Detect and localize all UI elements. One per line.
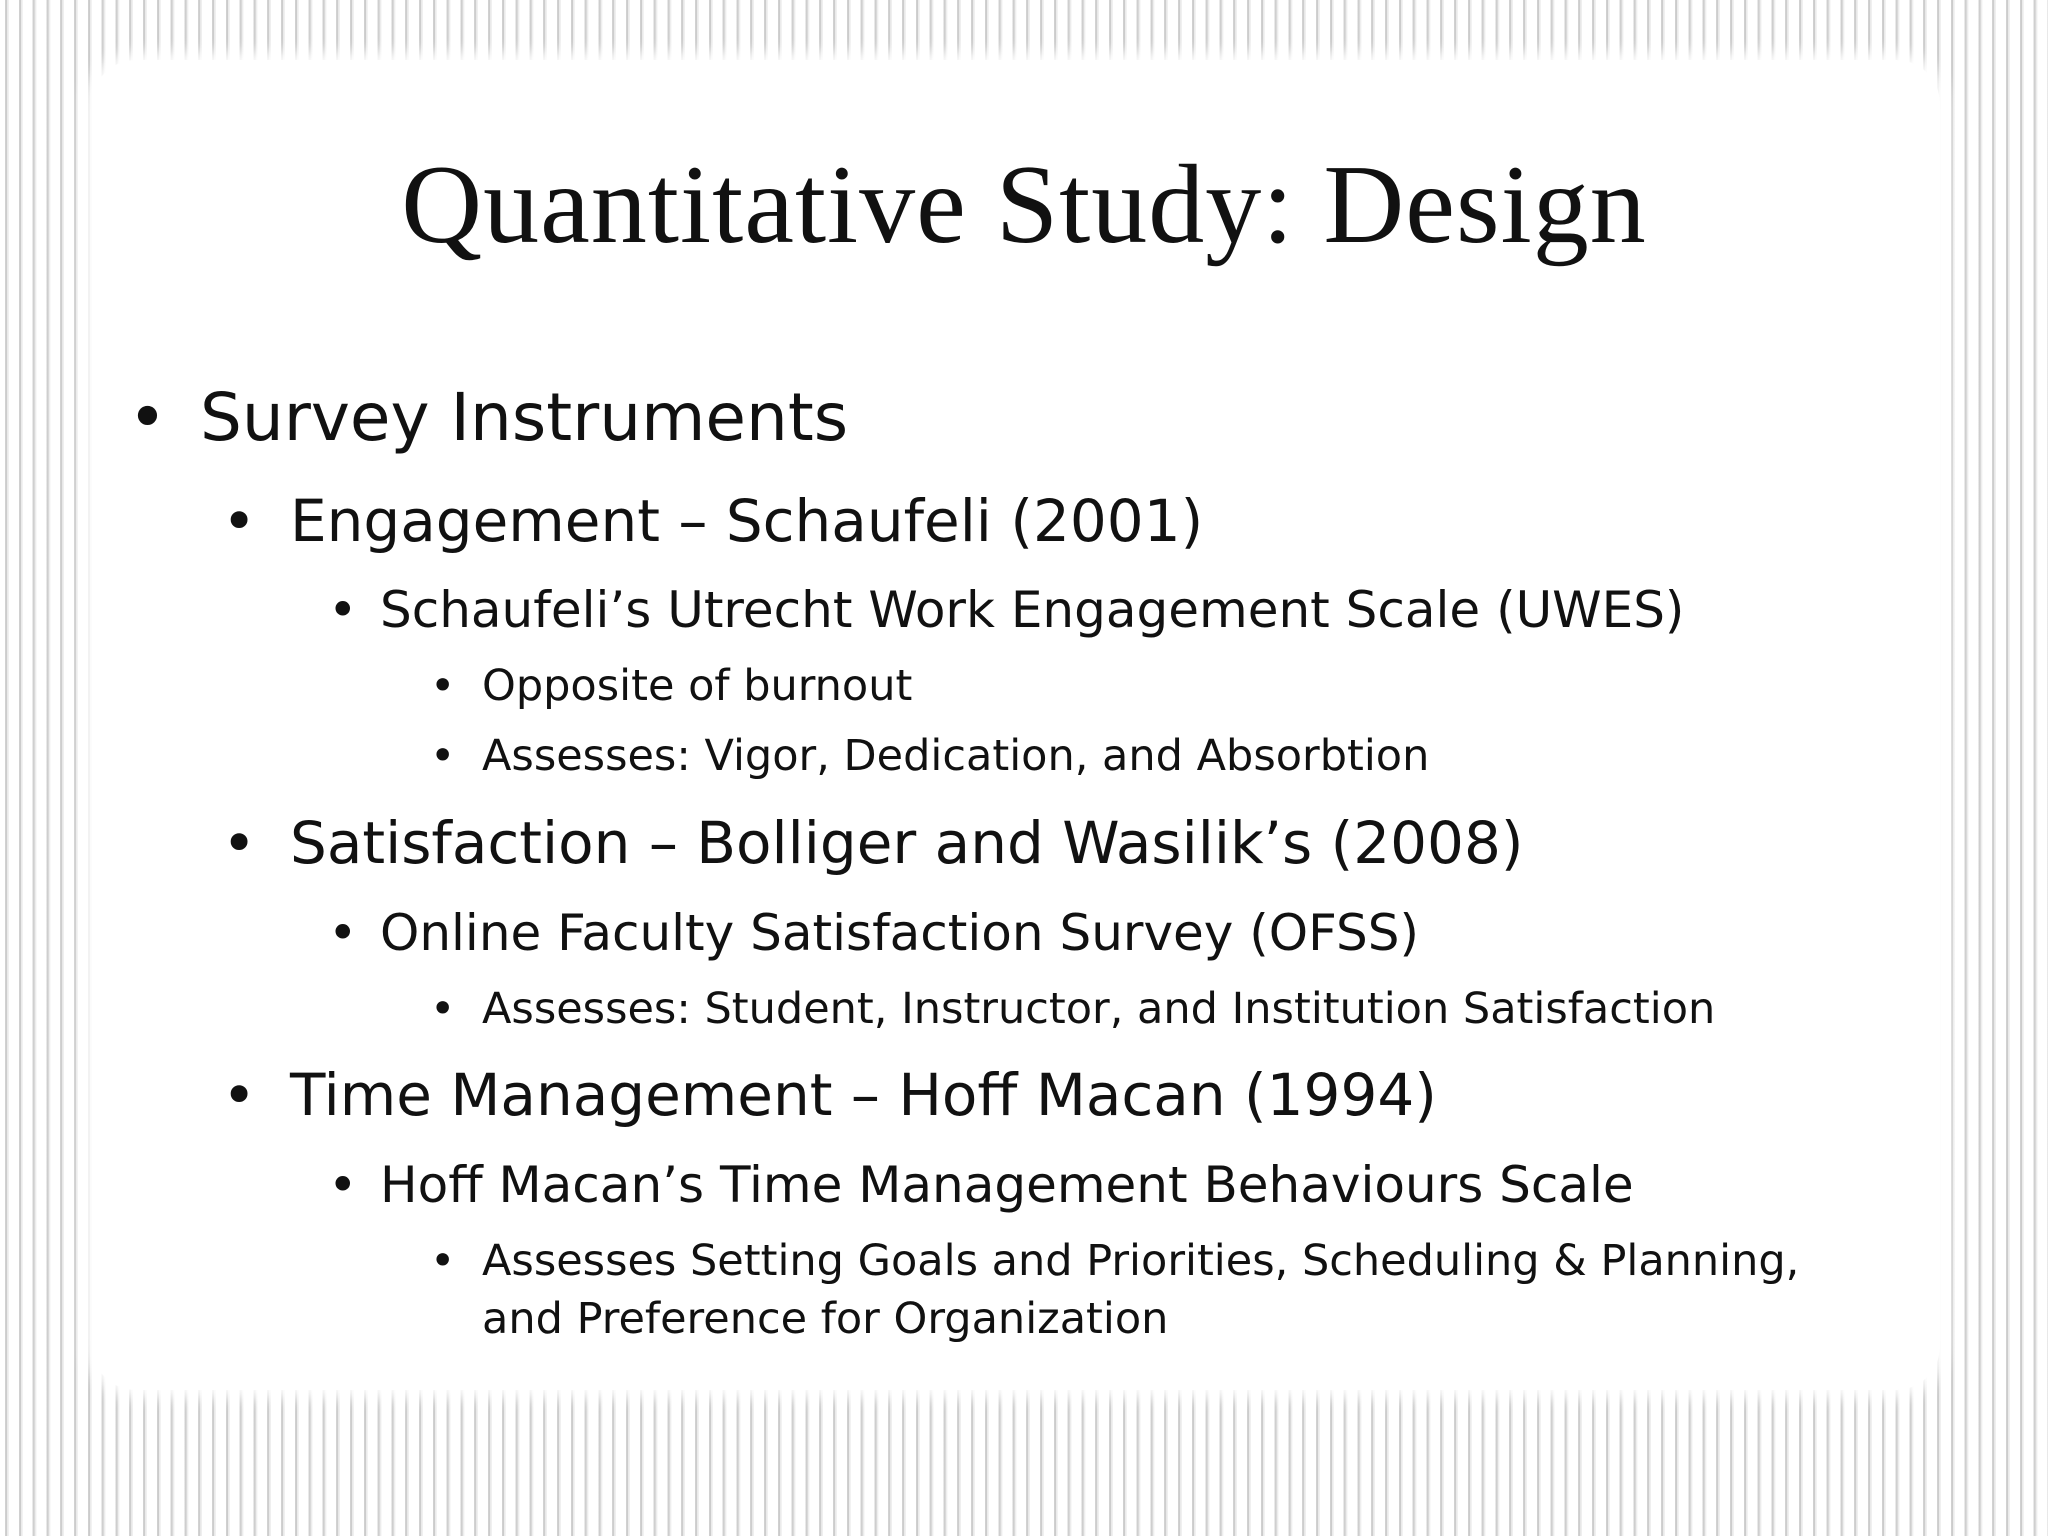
- bullet-text: Assesses: Student, Instructor, and Institution Satisfaction: [482, 984, 1716, 1034]
- bullet-tmbs: [328, 1155, 1634, 1215]
- bullet-text: Hoff Macan’s Time Management Behaviours Scale: [380, 1156, 1634, 1214]
- bullet-text: Time Management – Hoff Macan (1994): [290, 1061, 1437, 1129]
- bullet-text: Assesses Setting Goals and Priorities, Scheduling & Planning, and Preference for Organization: [482, 1236, 1800, 1344]
- bullet-marker: •: [430, 661, 456, 711]
- bullet-ofss: [328, 903, 1420, 963]
- bullet-marker: •: [430, 731, 456, 781]
- bullet-time-management: [222, 1060, 1437, 1130]
- bullet-marker: •: [430, 1236, 456, 1286]
- bullet-text: Assesses: Vigor, Dedication, and Absorbtion: [482, 731, 1430, 781]
- bullet-opposite-of-burnout: [430, 657, 913, 715]
- bullet-engagement-assesses: [430, 727, 1430, 785]
- bullet-text: Engagement – Schaufeli (2001): [290, 487, 1204, 555]
- bullet-text: Satisfaction – Bolliger and Wasilik’s (2008): [290, 809, 1524, 877]
- bullet-time-management-assesses: [430, 1232, 1882, 1348]
- bullet-marker: •: [328, 581, 358, 639]
- bullet-marker: •: [430, 984, 456, 1034]
- bullet-marker: •: [328, 904, 358, 962]
- bullet-marker: •: [222, 809, 257, 877]
- bullet-marker: •: [222, 1061, 257, 1129]
- slide-title: Quantitative Study: Design: [401, 143, 1647, 267]
- bullet-engagement: [222, 486, 1204, 556]
- bullet-marker: •: [128, 379, 167, 456]
- bullet-text: Online Faculty Satisfaction Survey (OFSS): [380, 904, 1420, 962]
- bullet-text: Survey Instruments: [200, 379, 849, 456]
- bullet-text: Schaufeli’s Utrecht Work Engagement Scale (UWES): [380, 581, 1685, 639]
- bullet-satisfaction-assesses: [430, 980, 1716, 1038]
- bullet-text: Opposite of burnout: [482, 661, 913, 711]
- bullet-satisfaction: [222, 808, 1524, 878]
- bullet-survey-instruments: [128, 378, 849, 458]
- bullet-marker: •: [328, 1156, 358, 1214]
- bullet-uwes: [328, 580, 1685, 640]
- bullet-marker: •: [222, 487, 257, 555]
